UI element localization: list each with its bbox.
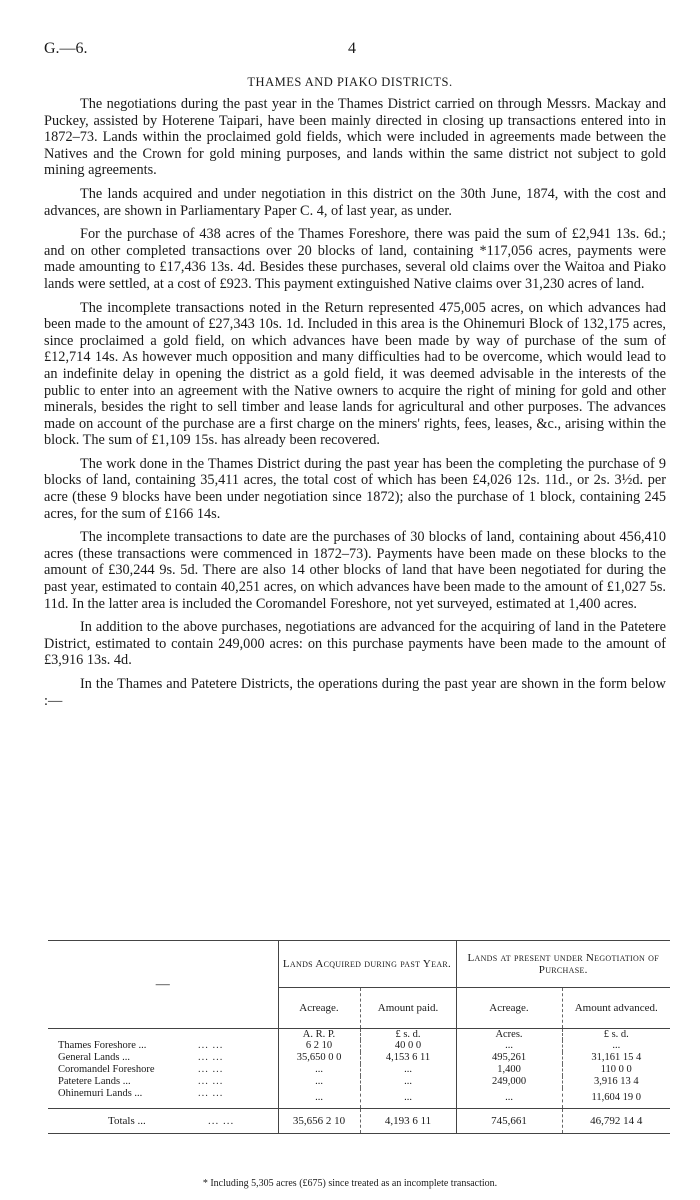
table-row xyxy=(48,1052,670,1064)
table-cell: 495,261 xyxy=(456,1052,562,1064)
leader-dots: ... ... xyxy=(198,1040,224,1051)
footnote: * Including 5,305 acres (£675) since treated as an incomplete transaction. xyxy=(202,1178,498,1189)
table-cell: ... xyxy=(456,1040,562,1052)
series-label: G.—6. xyxy=(44,40,88,57)
unit-label: £ s. d. xyxy=(360,1029,456,1041)
group-header-acquired: Lands Acquired during past Year. xyxy=(278,941,456,988)
table-cell: ... xyxy=(278,1076,360,1088)
table-cell: 1,400 xyxy=(456,1064,562,1076)
total-cell: 4,193 6 11 xyxy=(360,1109,456,1134)
table-cell: 35,650 0 0 xyxy=(278,1052,360,1064)
row-label: Thames Foreshore ... xyxy=(58,1040,147,1051)
table-cell: ... xyxy=(562,1040,670,1052)
table-cell: ... xyxy=(278,1088,360,1109)
table-cell: 11,604 19 0 xyxy=(562,1088,670,1109)
table-cell: 31,161 15 4 xyxy=(562,1052,670,1064)
section-title: THAMES AND PIAKO DISTRICTS. xyxy=(247,75,453,89)
table-cell: ... xyxy=(278,1064,360,1076)
unit-label: A. R. P. xyxy=(278,1029,360,1041)
total-cell: 35,656 2 10 xyxy=(278,1109,360,1134)
table-cell: 3,916 13 4 xyxy=(562,1076,670,1088)
table-cell: 4,153 6 11 xyxy=(360,1052,456,1064)
leader-dots: ... ... xyxy=(198,1088,224,1099)
row-label: Coromandel Foreshore xyxy=(58,1064,155,1075)
table-cell: 40 0 0 xyxy=(360,1040,456,1052)
table-row xyxy=(48,1064,670,1076)
table-row xyxy=(48,1076,670,1088)
paragraph: The negotiations during the past year in the Thames District carried on through Messrs. Mackay and Puckey, assisted by Hoterene Taipari, have been mainly directed in closing up transactions entered into in 1872–73. Lands within the proclaimed gold fields, which were included in agreements made between the Natives and the Crown for gold mining purposes, and lands within the same district not subject to gold mining agreements. xyxy=(44,96,666,179)
total-cell: 46,792 14 4 xyxy=(562,1109,670,1134)
table-cell: ... xyxy=(360,1088,456,1109)
paragraph: The work done in the Thames District during the past year has been the completing the purchase of 9 blocks of land, containing 35,411 acres, the total cost of which has been £4,026 12s. 11d., or 2s. 3½d. per acre (these 9 blocks have been under negotiation since 1872); also the purchase of 1 block, containing 245 acres, for the sum of £166 14s. xyxy=(44,455,666,522)
row-label: Patetere Lands ... xyxy=(58,1076,131,1087)
table-cell: 6 2 10 xyxy=(278,1040,360,1052)
paragraph: The lands acquired and under negotiation in this district on the 30th June, 1874, with the cost and advances, are shown in Parliamentary Paper C. 4, of last year, as under. xyxy=(44,185,666,219)
total-cell: 745,661 xyxy=(456,1109,562,1134)
col-header-amount-advanced: Amount advanced. xyxy=(562,988,670,1029)
row-label: General Lands ... xyxy=(58,1052,131,1063)
leader-dots: ... ... xyxy=(208,1115,235,1127)
body-text xyxy=(44,96,666,716)
paragraph: For the purchase of 438 acres of the Thames Foreshore, there was paid the sum of £2,941 13s. 6d.; and on other completed transactions over 20 blocks of land, containing *117,056 acres, payments were made amounting to £17,436 13s. 4d. Besides these purchases, several old claims over the Waitoa and Piako lands were settled, at a cost of £923. This payment extinguished Native claims over 31,230 acres of land. xyxy=(44,226,666,292)
col-header-acreage: Acreage. xyxy=(456,988,562,1029)
table-cell: ... xyxy=(360,1064,456,1076)
page-number: 4 xyxy=(348,40,356,57)
paragraph: The incomplete transactions to date are the purchases of 30 blocks of land, containing about 456,410 acres (these transactions were commenced in 1872–73). Payments have been made on these blocks to the amount of £30,244 9s. 5d. There are also 14 other blocks of land that have been negotiated for during the past year, estimated to contain 40,251 acres, on which advances have been made to the amount of £1,027 5s. 11d. In the latter area is included the Coromandel Foreshore, not yet surveyed, estimated at 1,400 acres. xyxy=(44,529,666,612)
group-header-negotiation: Lands at present under Negotiation of Purchase. xyxy=(456,941,670,988)
leader-dots: ... ... xyxy=(198,1052,224,1063)
table-cell: ... xyxy=(360,1076,456,1088)
table-cell: 110 0 0 xyxy=(562,1064,670,1076)
leader-dots: ... ... xyxy=(198,1076,224,1087)
paragraph: The incomplete transactions noted in the Return represented 475,005 acres, on which advances had been made to the amount of £27,343 10s. 1d. Included in this area is the Ohinemuri Block of 132,175 acres, since proclaimed a gold field, on which advances have been made by way of purchase of the sum of £12,714 14s. As however much opposition and many difficulties had to be overcome, which would lead to an indefinite delay in opening the district as a gold field, it was deemed advisable in the interests of the public to enter into an agreement with the Native owners to acquire the right of mining for gold and other minerals, besides the right to sell timber and lease lands for agricultural and other purposes. The advances made on account of the purchase are a first charge on the miners' rights, fees, leases, &c., arising within the block. The sum of £1,109 15s. has already been recovered. xyxy=(44,299,666,449)
paragraph: In addition to the above purchases, negotiations are advanced for the acquiring of land in the Patetere District, estimated to contain 249,000 acres: on this purchase payments have been made to the amount of £3,916 13s. 4d. xyxy=(44,619,666,669)
col-header-amount-paid: Amount paid. xyxy=(360,988,456,1029)
unit-label: Acres. xyxy=(456,1029,562,1041)
col-header-acreage: Acreage. xyxy=(278,988,360,1029)
page-header xyxy=(44,40,660,64)
table-cell: ... xyxy=(456,1088,562,1109)
unit-label: £ s. d. xyxy=(562,1029,670,1041)
paragraph: In the Thames and Patetere Districts, the operations during the past year are shown in the form below :— xyxy=(44,676,666,709)
row-label: Ohinemuri Lands ... xyxy=(58,1088,143,1099)
table-row xyxy=(48,1040,670,1052)
operations-table xyxy=(48,940,670,1134)
totals-row xyxy=(48,1109,670,1134)
table-row xyxy=(48,1088,670,1109)
stub-dash: — xyxy=(48,941,278,1029)
leader-dots: ... ... xyxy=(198,1064,224,1075)
table-cell: 249,000 xyxy=(456,1076,562,1088)
totals-label: Totals ... xyxy=(108,1115,146,1127)
